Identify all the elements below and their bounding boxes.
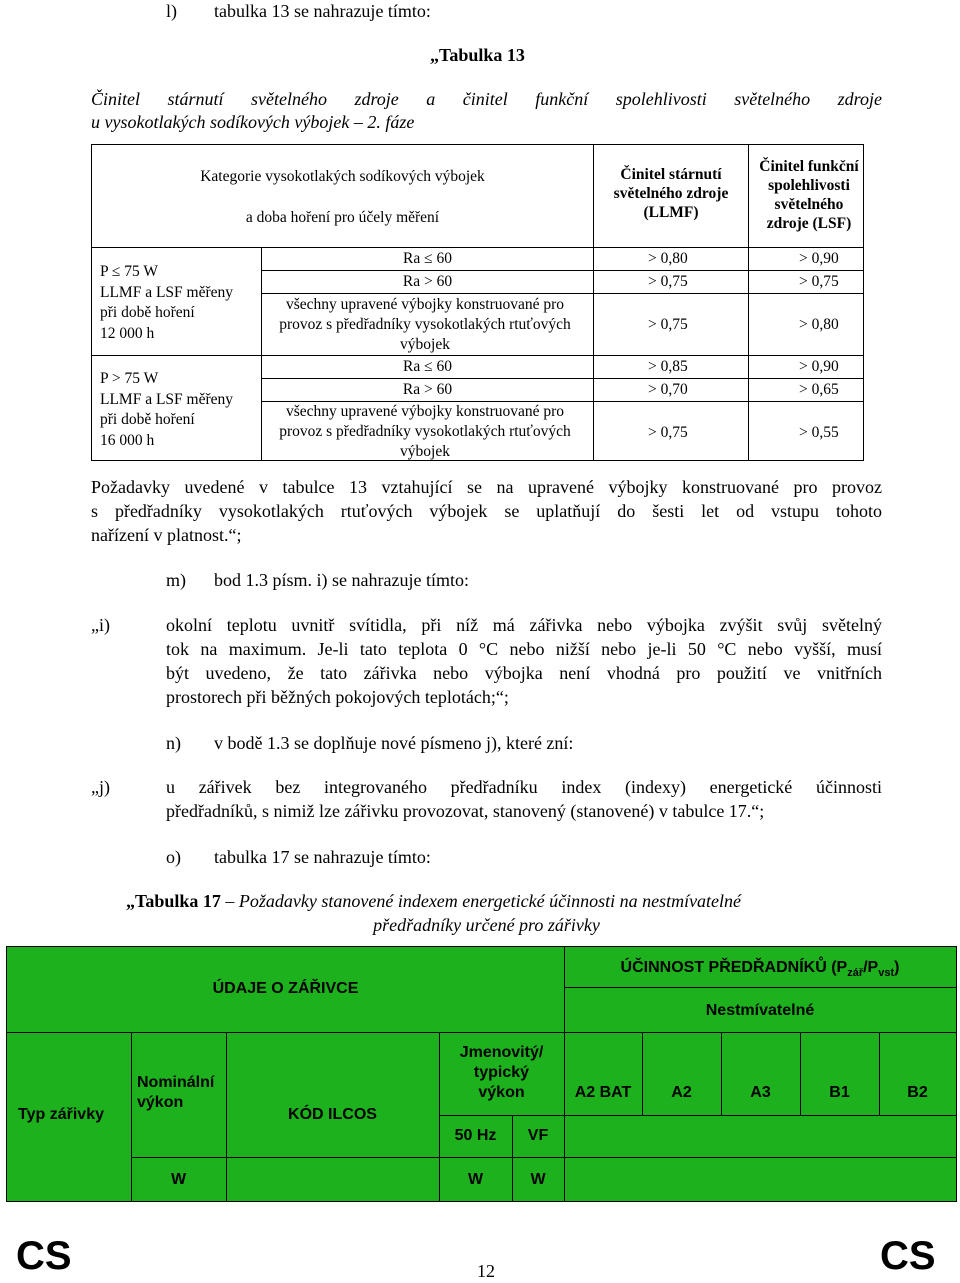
class-a3: A3 [750, 1084, 771, 1101]
g2-row2-llmf: > 0,70 [648, 381, 688, 398]
item-o-text: tabulka 17 se nahrazuje tímto: [214, 847, 431, 867]
point-j-line2: předřadníků, s nimiž lze zářivku provozovat, stanovený (stanovené) v tabulce 17.“; [166, 801, 765, 821]
unit-nominal: W [170, 1171, 187, 1188]
item-m-text: bod 1.3 písm. i) se nahrazuje tímto: [214, 570, 469, 590]
table13-title: „Tabulka 13 [430, 45, 525, 65]
class-a2bat: A2 BAT [574, 1084, 632, 1101]
table13-caption-line2: u vysokotlakých sodíkových výbojek – 2. fáze [91, 112, 415, 132]
point-j-label: „j) [91, 777, 110, 797]
item-n-label: n) [166, 733, 181, 753]
unit-50hz: W [467, 1171, 484, 1188]
table13-caption-line1: Činitel stárnutí světelného zdroje a činitel funkční spolehlivosti světelného zdroje [91, 89, 882, 109]
header-llmf: Činitel stárnutí světelného zdroje (LLMF) [613, 166, 729, 221]
item-o-label: o) [166, 847, 181, 867]
header-typ: Typ zářivky [18, 1106, 104, 1123]
header-nominal: Nominální výkon [137, 1074, 215, 1111]
point-i-line1: okolní teplotu uvnitř svítidla, při níž má zářivka nebo výbojka zvýšit svůj světelný [166, 615, 882, 635]
header-category-line2: a doba hoření pro účely měření [245, 209, 440, 226]
requirements-line3: nařízení v platnost.“; [91, 525, 242, 545]
item-l-text: tabulka 13 se nahrazuje tímto: [214, 1, 431, 21]
g1-row1-lsf: > 0,90 [799, 250, 839, 267]
g2-row1-llmf: > 0,85 [648, 358, 688, 375]
item-n-text: v bodě 1.3 se doplňuje nové písmeno j), které zní: [214, 733, 574, 753]
g2-row3-llmf: > 0,75 [648, 424, 688, 441]
class-a2: A2 [671, 1084, 692, 1101]
group1-condition: P ≤ 75 W LLMF a LSF měřeny při době hoření 12 000 h [100, 263, 234, 342]
header-category-line1: Kategorie vysokotlakých sodíkových výbojek [200, 168, 485, 185]
point-i-line3: být uvedeno, že tato zářivka nebo výbojka není vhodná pro použití ve vnitřních [166, 663, 882, 683]
header-kod: KÓD ILCOS [288, 1106, 377, 1123]
g1-row3-llmf: > 0,75 [648, 316, 688, 333]
table-13 [91, 144, 864, 461]
point-i-line4: prostorech při běžných pokojových teplotách;“; [166, 687, 509, 707]
point-i-label: „i) [91, 615, 110, 635]
footer-cs-left: CS [16, 1234, 72, 1278]
g2-row3-lsf: > 0,55 [799, 424, 839, 441]
footer-cs-right: CS [880, 1234, 936, 1278]
requirements-line2: s předřadníky vysokotlakých rtuťových výbojek se uplatňují do šesti let od vstupu tohoto [91, 501, 882, 521]
table-17 [6, 946, 957, 1202]
g2-row2-lsf: > 0,65 [799, 381, 839, 398]
header-lsf: Činitel funkční spolehlivosti světelného zdroje (LSF) [759, 158, 859, 232]
requirements-line1: Požadavky uvedené v tabulce 13 vztahující se na upravené výbojky konstruované pro provoz [91, 477, 882, 497]
g2-row1-type: Ra ≤ 60 [403, 358, 452, 375]
g2-row1-lsf: > 0,90 [799, 358, 839, 375]
header-50hz: 50 Hz [454, 1127, 497, 1144]
header-jmenovity: Jmenovitý/ typický výkon [459, 1044, 544, 1101]
unit-vf: W [530, 1171, 546, 1188]
header-udaje: ÚDAJE O ZÁŘIVCE [212, 980, 359, 997]
g2-row3-type: všechny upravené výbojky konstruované pro provoz s předřadníky vysokotlakých rtuťových výbojek [279, 403, 571, 460]
item-l-label: l) [166, 1, 177, 21]
class-b1: B1 [829, 1084, 850, 1101]
g1-row3-lsf: > 0,80 [799, 316, 839, 333]
g1-row2-lsf: > 0,75 [799, 273, 839, 290]
class-b2: B2 [907, 1084, 928, 1101]
g1-row2-llmf: > 0,75 [648, 273, 688, 290]
g1-row1-llmf: > 0,80 [648, 250, 688, 267]
item-m-label: m) [166, 570, 186, 590]
header-nestmivatelne: Nestmívatelné [705, 1002, 815, 1019]
group2-condition: P > 75 W LLMF a LSF měřeny při době hoření 16 000 h [100, 370, 234, 449]
g1-row1-type: Ra ≤ 60 [403, 250, 452, 267]
g1-row3-type: všechny upravené výbojky konstruované pro provoz s předřadníky vysokotlakých rtuťových výbojek [279, 296, 571, 353]
header-ucinnost: ÚČINNOST PŘEDŘADNÍKŮ $(P_{zář}/P_{vst})$ [620, 959, 900, 980]
g1-row2-type: Ra > 60 [402, 273, 453, 290]
point-i-line2: tok na maximum. Je-li tato teplota 0 °C nebo nižší nebo je-li 50 °C nebo vyšší, musí [166, 639, 882, 659]
table17-title-line2: předřadníky určené pro zářivky [373, 915, 600, 935]
g2-row2-type: Ra > 60 [402, 381, 453, 398]
page-number: 12 [477, 1261, 495, 1281]
point-j-line1: u zářivek bez integrovaného předřadníku index (indexy) energetické účinnosti [166, 777, 882, 797]
table17-title-line1: „Tabulka 17 – Požadavky stanovené indexem energetické účinnosti na nestmívatelné [126, 891, 742, 911]
header-vf: VF [527, 1127, 549, 1144]
